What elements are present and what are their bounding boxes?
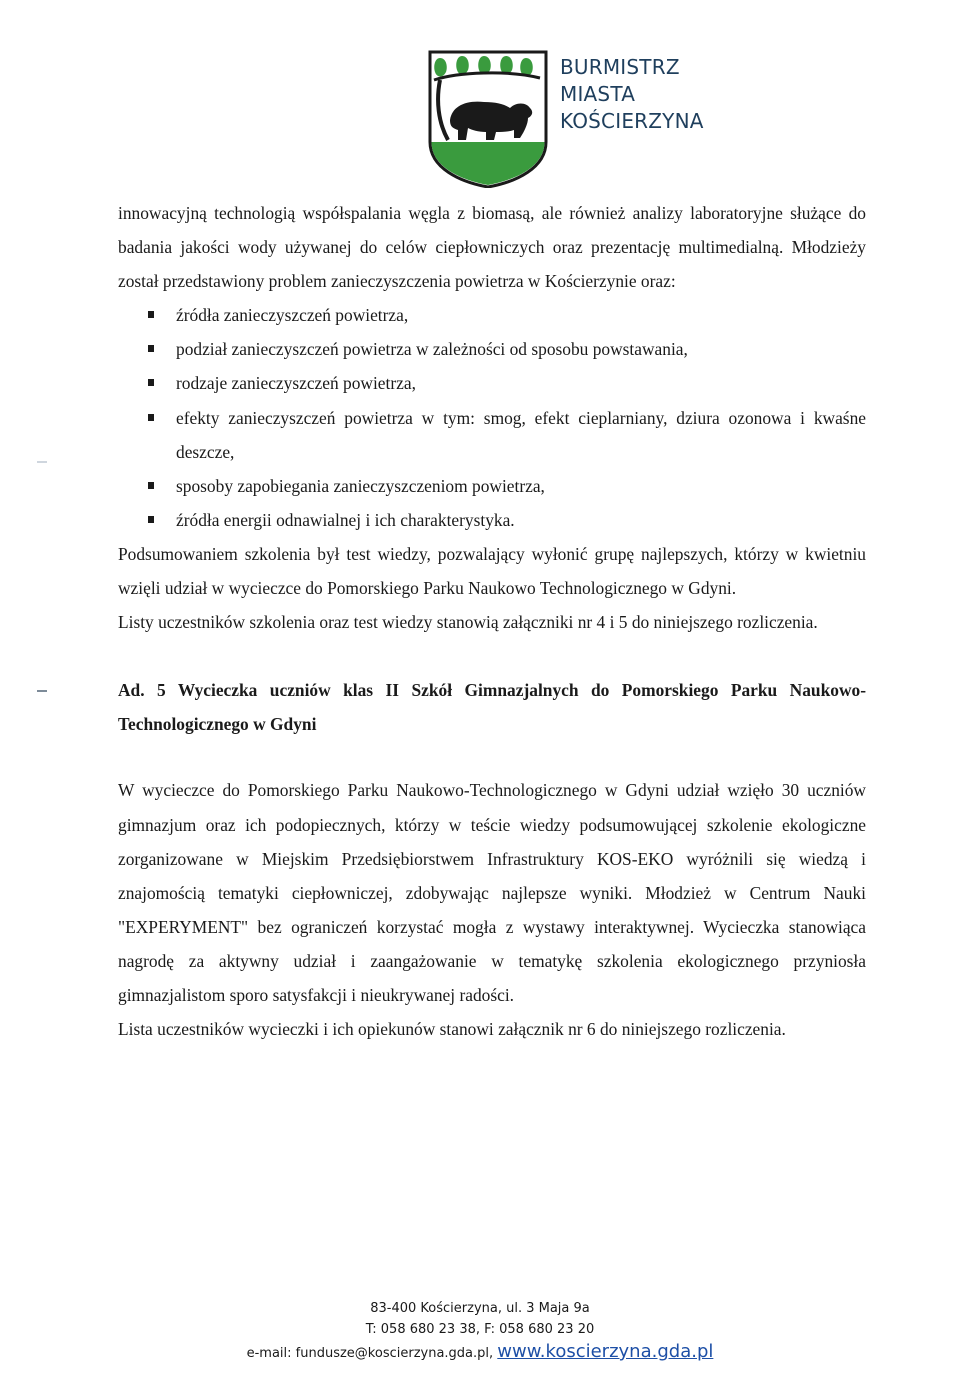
issuer-title-line-1: BURMISTRZ: [560, 55, 680, 79]
list-item-text: sposoby zapobiegania zanieczyszczeniom powietrza,: [176, 475, 545, 496]
issuer-name: [560, 54, 704, 135]
bullet-square-icon: [148, 311, 154, 318]
list-item: [118, 366, 866, 400]
paragraph: Listy uczestników szkolenia oraz test wiedzy stanowią załączniki nr 4 i 5 do niniejszego rozliczenia.: [118, 612, 818, 633]
footer-email: e-mail: fundusze@koscierzyna.gda.pl,: [246, 1346, 494, 1361]
footer-phone: T: 058 680 23 38, F: 058 680 23 20: [365, 1322, 595, 1337]
letterhead: [428, 50, 728, 190]
bullet-square-icon: [148, 345, 154, 352]
paragraph: W wycieczce do Pomorskiego Parku Naukowo-Technologicznego w Gdyni udział wzięło 30 uczniów gimnazjum oraz ich podopiecznych, którzy w teście wiedzy podsumowującej szkolenie ekologiczne zorganizowane w Miejskim Przedsiębiorstwem Infrastruktury KOS-EKO wyróżnili się wiedzą i znajomością tematyki ciepłowniczej, zdobywając najlepsze wyniki. Młodzież w Centrum Nauki "EXPERYMENT" bez ograniczeń korzystać mogła z wystawy interaktywnej. Wycieczka stanowiąca nagrodę za aktywny udział i zaangażowanie w tematykę szkolenia ekologicznego przyniosła gimnazjalistom sporo satysfakcji i nieukrywanej radości.: [118, 780, 866, 1005]
bullet-square-icon: [148, 516, 154, 523]
footer-contact: [0, 1341, 960, 1364]
document-body: [118, 196, 866, 1046]
list-item-text: efekty zanieczyszczeń powietrza w tym: smog, efekt cieplarniany, dziura ozonowa i kwaśne deszcze,: [176, 407, 866, 462]
list-item-text: źródła energii odnawialnej i ich charakterystyka.: [176, 509, 515, 530]
margin-mark: [37, 461, 47, 463]
list-item: [118, 298, 866, 332]
paragraph: Lista uczestników wycieczki i ich opiekunów stanowi załącznik nr 6 do niniejszego rozliczenia.: [118, 1019, 786, 1040]
letterhead-footer: [0, 1298, 960, 1364]
footer-website-link[interactable]: www.koscierzyna.gda.pl: [497, 1341, 714, 1362]
list-item: [118, 401, 866, 469]
footer-address: 83-400 Kościerzyna, ul. 3 Maja 9a: [370, 1301, 590, 1316]
issuer-title-line-2: MIASTA: [560, 82, 636, 106]
margin-mark: [37, 690, 47, 692]
list-item-text: podział zanieczyszczeń powietrza w zależności od sposobu powstawania,: [176, 339, 688, 360]
list-item: [118, 469, 866, 503]
list-item: [118, 332, 866, 366]
issuer-title-line-3: KOŚCIERZYNA: [560, 109, 704, 133]
bullet-list: [118, 298, 866, 537]
paragraph: Podsumowaniem szkolenia był test wiedzy, pozwalający wyłonić grupę najlepszych, którzy w kwietniu wzięli udział w wycieczce do Pomorskiego Parku Naukowo Technologicznego w Gdyni.: [118, 543, 866, 599]
paragraph: innowacyjną technologią współspalania węgla z biomasą, ale również analizy laboratoryjne służące do badania jakości wody używanej do celów ciepłowniczych oraz prezentację multimedialną. Młodzieży został przedstawiony problem zanieczyszczenia powietrza w Kościerzynie oraz:: [118, 203, 866, 292]
bullet-square-icon: [148, 414, 154, 421]
list-item: [118, 503, 866, 537]
bullet-square-icon: [148, 379, 154, 386]
bullet-square-icon: [148, 482, 154, 489]
list-item-text: rodzaje zanieczyszczeń powietrza,: [176, 373, 416, 394]
list-item-text: źródła zanieczyszczeń powietrza,: [176, 305, 409, 326]
section-heading: Ad. 5 Wycieczka uczniów klas II Szkół Gimnazjalnych do Pomorskiego Parku Naukowo-Technologicznego w Gdyni: [118, 680, 866, 735]
coat-of-arms-bear-oak-logo: [428, 50, 548, 188]
